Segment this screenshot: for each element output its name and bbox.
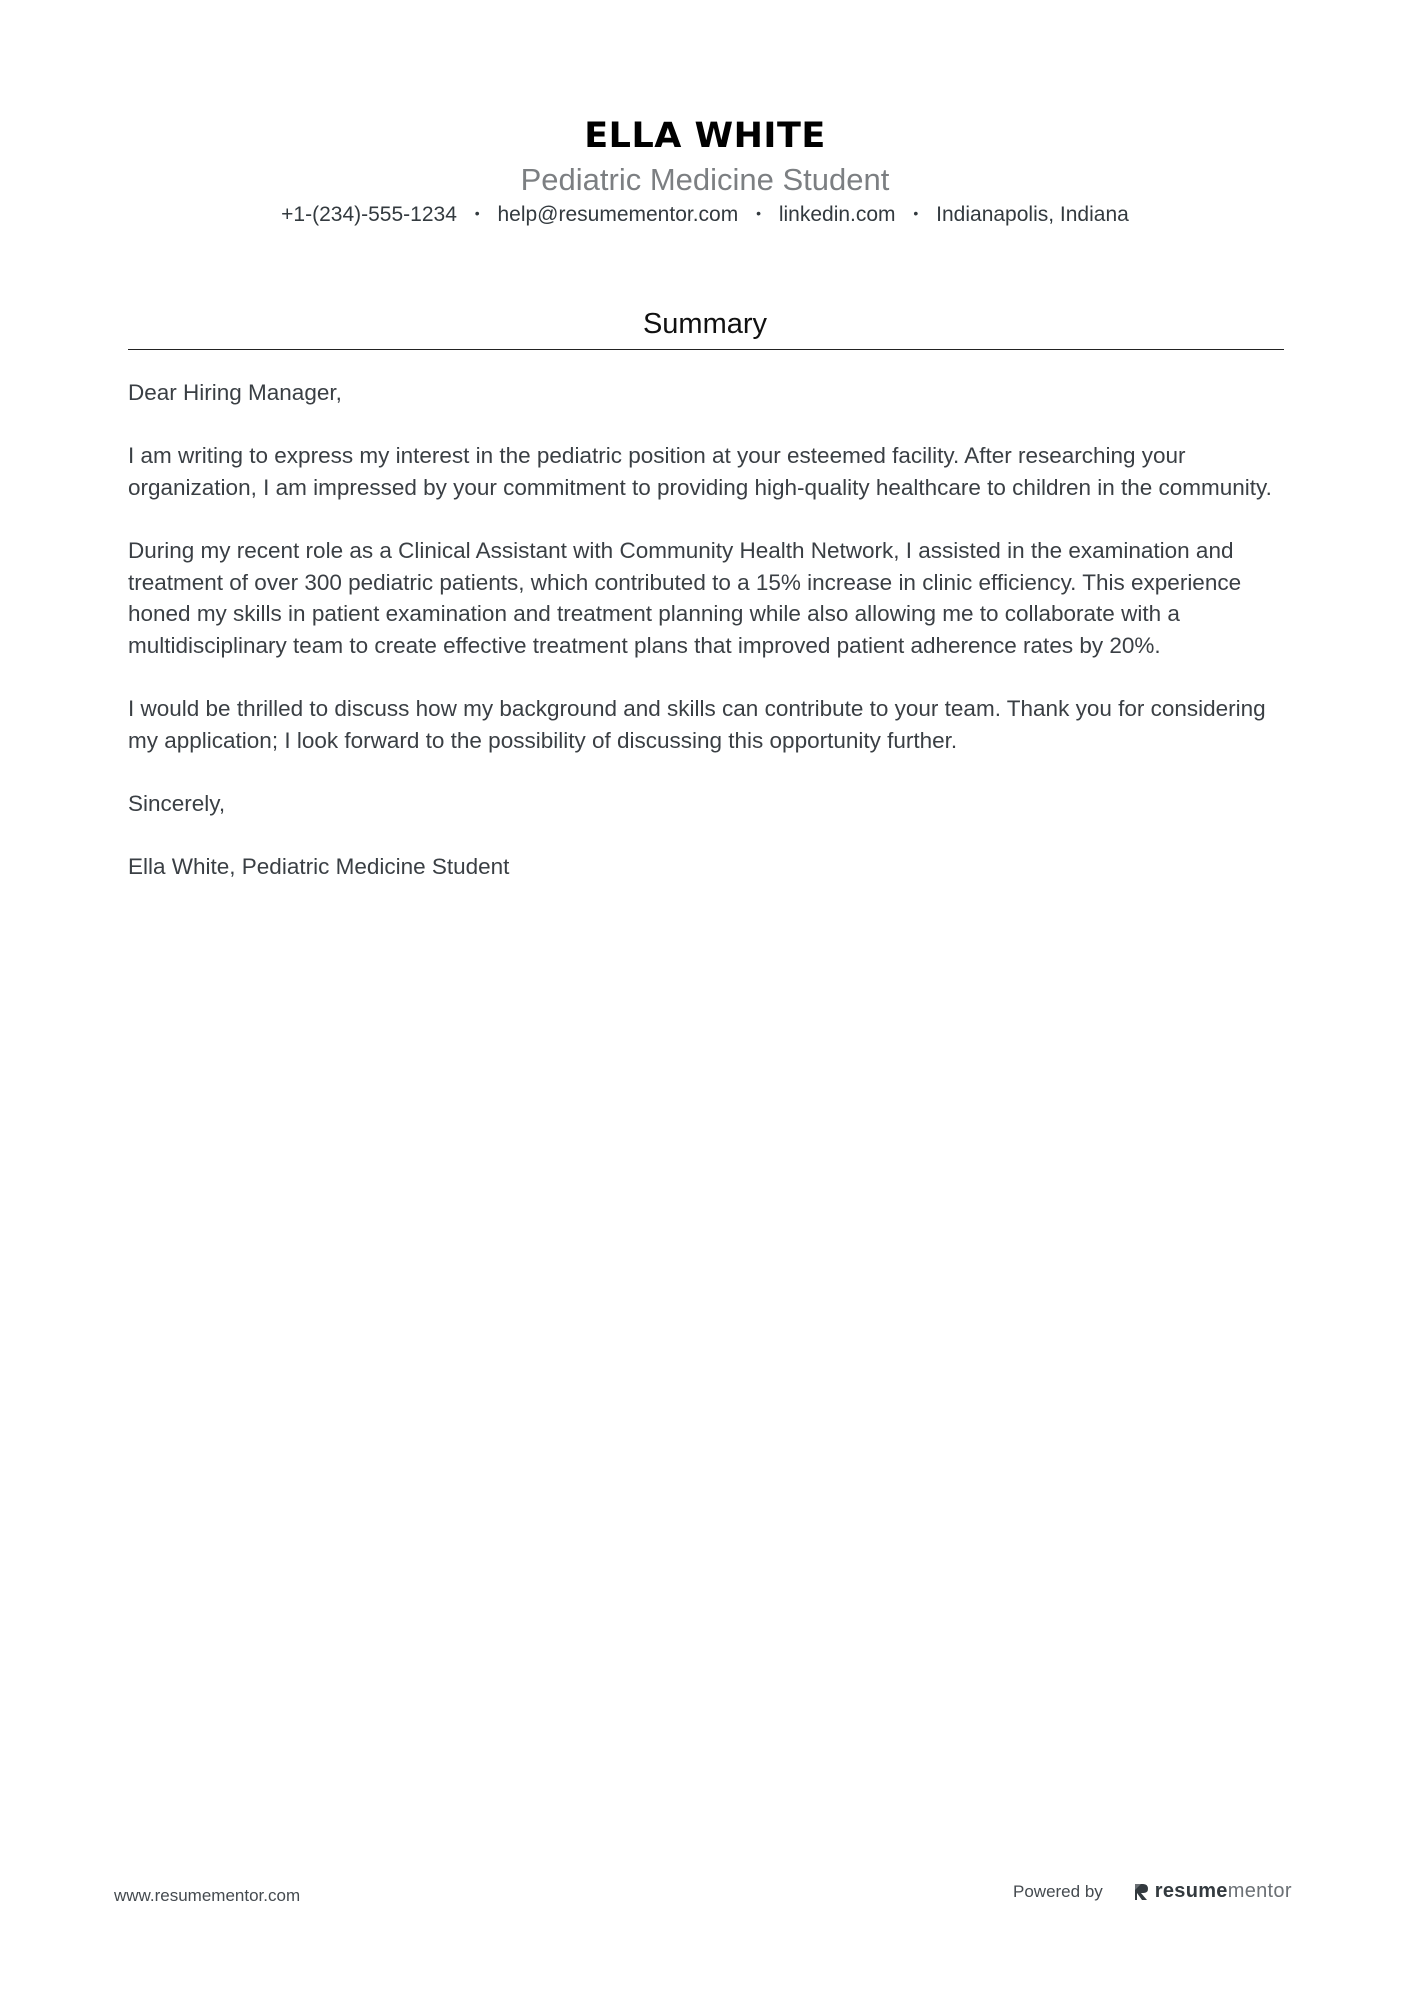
contact-separator: •	[474, 205, 480, 222]
letter-paragraph-3: I would be thrilled to discuss how my background and skills can contribute to your team. Thank you for considering my application; I look forward to the possibility of discussing this opportunity further.	[128, 695, 1266, 753]
letter-signature: Ella White, Pediatric Medicine Student	[128, 853, 510, 879]
footer-website-link[interactable]: www.resumementor.com	[114, 1886, 301, 1905]
contact-email[interactable]: help@resumementor.com	[497, 203, 739, 226]
contact-line	[0, 200, 1410, 230]
contact-separator: •	[756, 205, 761, 222]
letter-closing: Sincerely,	[128, 790, 226, 816]
footer-branding	[1013, 1880, 1292, 1903]
candidate-role: Pediatric Medicine Student	[520, 162, 890, 197]
powered-by-label: Powered by	[1013, 1881, 1103, 1901]
contact-linkedin[interactable]: linkedin.com	[778, 203, 896, 226]
contact-separator: •	[913, 205, 919, 222]
letter-paragraph-1: I am writing to express my interest in the pediatric position at your esteemed facility. After researching your organization, I am impressed by your commitment to providing high-quality healthcare to children in the community.	[128, 443, 1272, 500]
logo-wordmark	[1155, 1880, 1292, 1903]
letter-greeting: Dear Hiring Manager,	[128, 380, 342, 405]
logo-wordmark-light: mentor	[1227, 1880, 1292, 1902]
candidate-name: ELLA WHITE	[584, 116, 826, 156]
resumementor-logo-icon	[1133, 1882, 1149, 1902]
letter-paragraph-2: During my recent role as a Clinical Assistant with Community Health Network, I assisted in the examination and treatment of over 300 pediatric patients, which contributed to a 15% increase in clinic efficiency. This experience honed my skills in patient examination and treatment planning while also allowing me to collaborate with a multidisciplinary team to create effective treatment plans that improved patient adherence rates by 20%.	[128, 537, 1242, 658]
resume-header	[0, 112, 1410, 230]
section-divider	[128, 349, 1284, 350]
section-title-summary: Summary	[642, 308, 768, 340]
resumementor-logo[interactable]	[1133, 1880, 1292, 1903]
contact-phone: +1-(234)-555-1234	[281, 203, 457, 226]
cover-letter-body	[128, 377, 1288, 914]
contact-location: Indianapolis, Indiana	[936, 203, 1129, 226]
logo-wordmark-bold: resume	[1154, 1880, 1228, 1902]
